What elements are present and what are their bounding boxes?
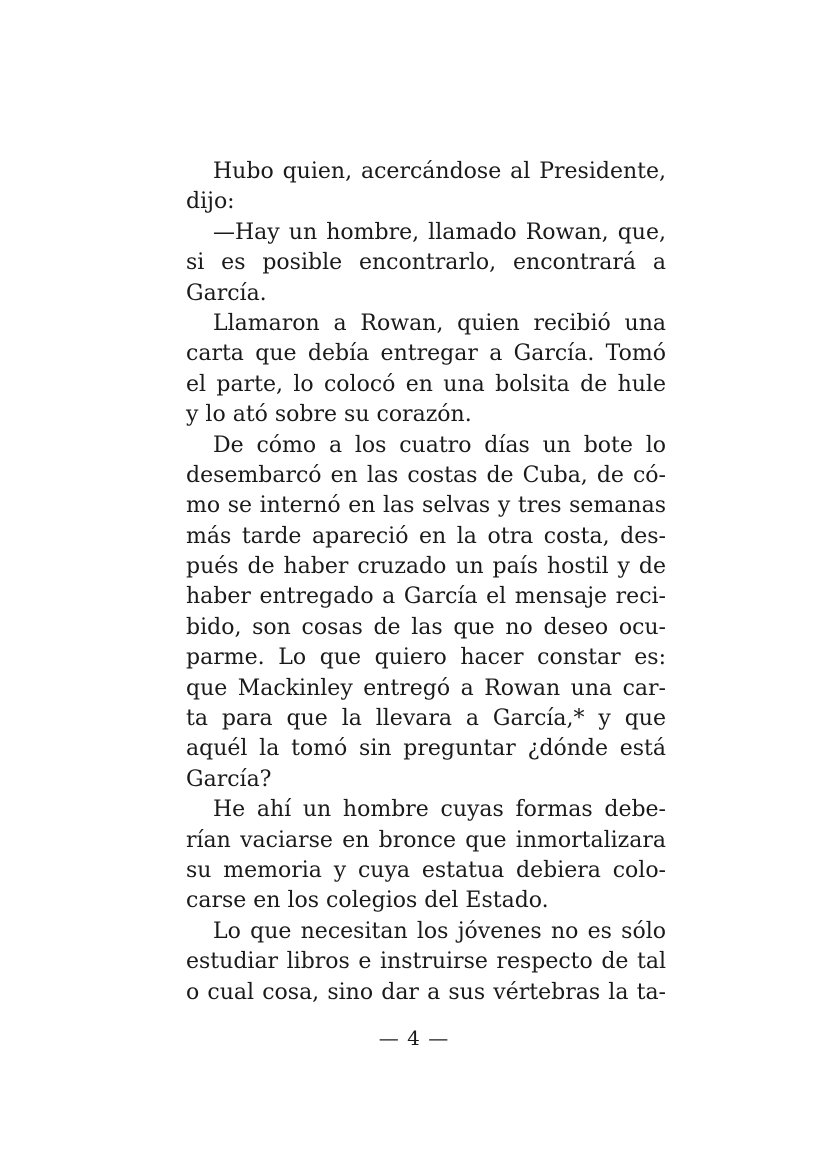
text-line: más tarde apareció en la otra costa, des- [186, 523, 666, 549]
text-line: estudiar libros e instruirse respecto de tal [186, 949, 666, 975]
text-line: García. [186, 280, 267, 306]
text-line: mo se internó en las selvas y tres semanas [186, 493, 666, 519]
text-line: Lo que necesitan los jóvenes no es sólo [213, 918, 666, 944]
text-line: aquél la tomó sin preguntar ¿dónde está [186, 736, 666, 762]
text-line: bido, son cosas de las que no deseo ocu- [186, 614, 666, 640]
body-text [186, 157, 666, 1008]
text-line: rían vaciarse en bronce que inmortalizara [186, 827, 666, 853]
text-line: o cual cosa, sino dar a sus vértebras la ta- [186, 979, 666, 1005]
text-line: su memoria y cuya estatua debiera colo- [186, 857, 666, 883]
text-line: García? [186, 766, 272, 792]
text-line: —Hay un hombre, llamado Rowan, que, [213, 219, 666, 245]
text-line: desembarcó en las costas de Cuba, de có- [186, 462, 666, 488]
text-line: Llamaron a Rowan, quien recibió una [213, 310, 666, 336]
text-line: carta que debía entregar a García. Tomó [186, 341, 666, 367]
text-line: ta para que la llevara a García,* y que [186, 706, 666, 732]
text-line: carse en los colegios del Estado. [186, 888, 549, 914]
text-line: dijo: [186, 189, 235, 215]
text-line: el parte, lo colocó en una bolsita de hule [186, 371, 666, 397]
text-line: De cómo a los cuatro días un bote lo [213, 432, 666, 458]
text-line: pués de haber cruzado un país hostil y de [186, 554, 666, 580]
text-line: si es posible encontrarlo, encontrará a [186, 250, 666, 276]
text-line: y lo ató sobre su corazón. [186, 402, 472, 428]
text-line: haber entregado a García el mensaje reci- [186, 584, 666, 610]
text-line: He ahí un hombre cuyas formas debe- [213, 797, 666, 823]
text-line: Hubo quien, acercándose al Presidente, [213, 159, 666, 184]
page-number: — 4 — [378, 1026, 450, 1050]
text-line: que Mackinley entregó a Rowan una car- [186, 675, 666, 701]
text-line: parme. Lo que quiero hacer constar es: [186, 645, 666, 671]
